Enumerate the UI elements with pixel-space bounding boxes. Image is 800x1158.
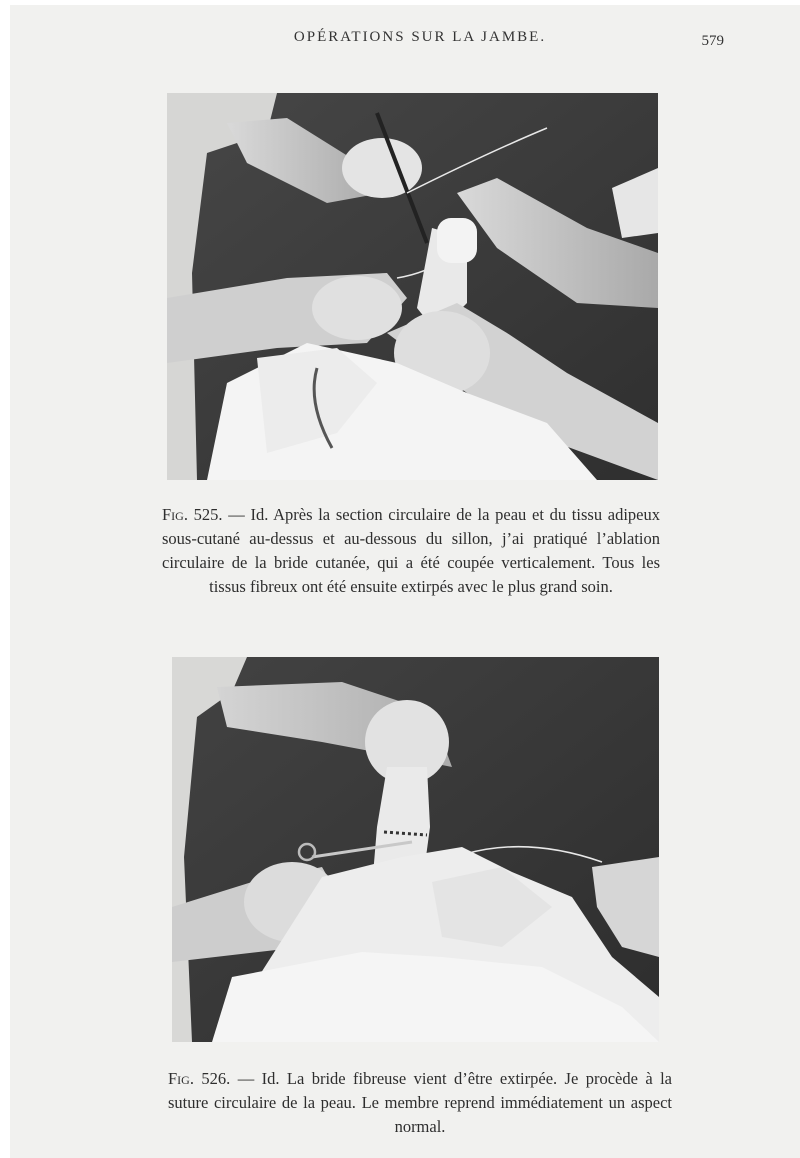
figure-525-text: — Id. Après la section circulaire de la peau et du tissu adipeux sous-cutané au-dessus et au-dessous du sillon, j’ai pratiqué l’ablation circulaire de la bride cutanée, qui a été coupée verticalement. Tous les tissus fibreux ont été ensuite extirpés avec le plus grand soin.	[162, 505, 660, 596]
figure-526-label: Fig. 526.	[168, 1069, 231, 1088]
figure-525-label: Fig. 525.	[162, 505, 223, 524]
figure-526-photograph	[172, 657, 659, 1042]
running-title: OPÉRATIONS SUR LA JAMBE.	[293, 29, 547, 45]
figure-525-illustration	[167, 93, 658, 480]
figure-525-caption	[162, 503, 660, 599]
figure-526-text: — Id. La bride fibreuse vient d’être extirpée. Je procède à la suture circulaire de la peau. Le membre reprend immédiatement un aspect normal.	[168, 1069, 673, 1136]
page-number: 579	[701, 33, 724, 49]
figure-526-illustration	[172, 657, 659, 1042]
figure-526-caption	[168, 1067, 672, 1139]
book-page	[10, 5, 800, 1158]
figure-525-photograph	[167, 93, 658, 480]
